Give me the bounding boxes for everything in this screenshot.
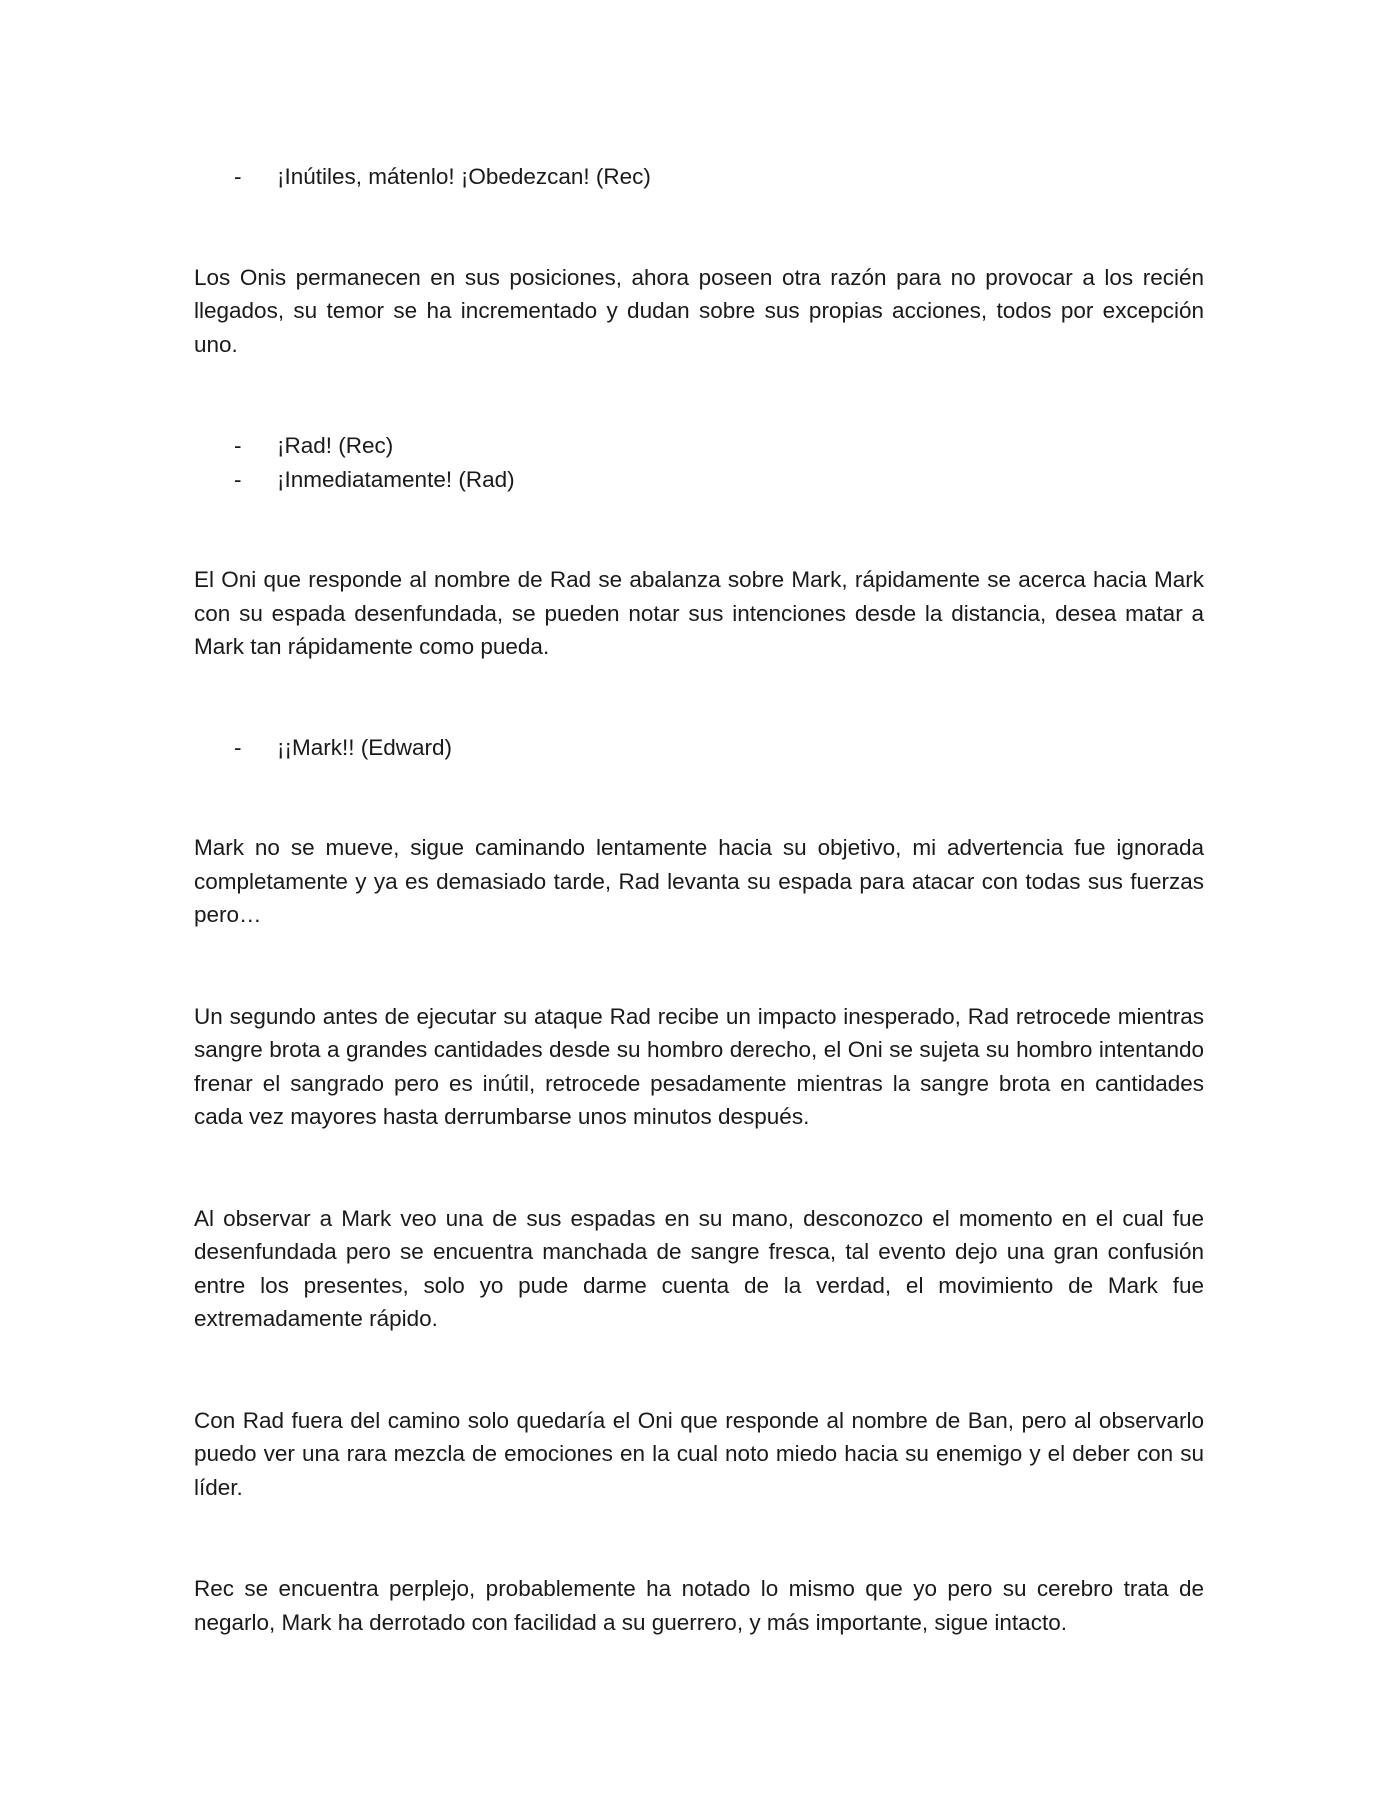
dialogue-block — [194, 429, 1204, 496]
dialogue-text: ¡¡Mark!! (Edward) — [277, 734, 453, 760]
dialogue-block — [194, 160, 1204, 194]
dialogue-line — [194, 463, 1204, 497]
paragraph: Un segundo antes de ejecutar su ataque Rad recibe un impacto inesperado, Rad retrocede mientras sangre brota a grandes cantidades desde su hombro derecho, el Oni se sujeta su hombro intentando frenar el sangrado pero es inútil, retrocede pesadamente mientras la sangre brota en cantidades cada vez mayores hasta derrumbarse unos minutos después. — [194, 1003, 1204, 1129]
paragraph: Rec se encuentra perplejo, probablemente ha notado lo mismo que yo pero su cerebro trata de negarlo, Mark ha derrotado con facilidad a su guerrero, y más importante, sigue intacto. — [194, 1576, 1204, 1635]
paragraph: Mark no se mueve, sigue caminando lentamente hacia su objetivo, mi advertencia fue ignorada completamente y ya es demasiado tarde, Rad levanta su espada para atacar con todas sus fuerzas pero… — [194, 835, 1204, 927]
dialogue-dash: - — [234, 164, 242, 189]
paragraph: El Oni que responde al nombre de Rad se abalanza sobre Mark, rápidamente se acerca hacia Mark con su espada desenfundada, se pueden notar sus intenciones desde la distancia, desea matar a Mark tan rápidamente como pueda. — [194, 567, 1204, 659]
dialogue-text: ¡Inútiles, mátenlo! ¡Obedezcan! (Rec) — [277, 164, 651, 189]
dialogue-dash: - — [234, 734, 242, 760]
paragraph: Con Rad fuera del camino solo quedaría el Oni que responde al nombre de Ban, pero al observarlo puedo ver una rara mezcla de emociones en la cual noto miedo hacia su enemigo y el deber con su líder. — [194, 1407, 1204, 1500]
dialogue-text: ¡Rad! (Rec) — [277, 433, 394, 458]
dialogue-text: ¡Inmediatamente! (Rad) — [277, 466, 515, 492]
paragraph: Los Onis permanecen en sus posiciones, ahora poseen otra razón para no provocar a los recién llegados, su temor se ha incrementado y dudan sobre sus propias acciones, todos por excepción uno. — [194, 264, 1204, 357]
dialogue-line — [194, 160, 1204, 194]
paragraph: Al observar a Mark veo una de sus espadas en su mano, desconozco el momento en el cual fue desenfundada pero se encuentra manchada de sangre fresca, tal evento dejo una gran confusión entre los presentes, solo yo pude darme cuenta de la verdad, el movimiento de Mark fue extremadamente rápido. — [194, 1205, 1204, 1331]
dialogue-line — [194, 731, 1204, 765]
document-body — [194, 160, 1204, 1639]
dialogue-line — [194, 429, 1204, 463]
dialogue-dash: - — [234, 466, 242, 492]
dialogue-dash: - — [234, 433, 242, 458]
dialogue-block — [194, 731, 1204, 765]
